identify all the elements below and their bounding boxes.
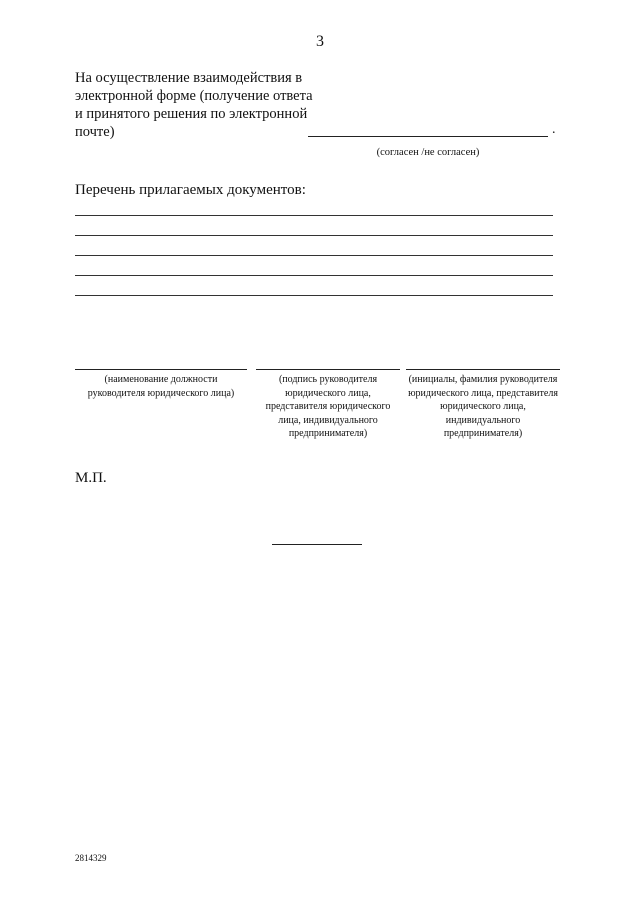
document-line-1[interactable] <box>75 215 553 216</box>
name-signature-line[interactable] <box>406 369 560 370</box>
consent-statement: На осуществление взаимодействия в электронной форме (получение ответа и принятого решения по электронной почте) <box>75 70 313 140</box>
position-caption: (наименование должности руководителя юридического лица) <box>87 374 235 399</box>
signature-line[interactable] <box>256 369 400 370</box>
page-number: 3 <box>316 33 324 50</box>
name-caption: (инициалы, фамилия руководителя юридического лица, представителя юридического лица, индивидуального предпринимателя) <box>408 374 558 439</box>
signature-caption: (подпись руководителя юридического лица, представителя юридического лица, индивидуального предпринимателя) <box>265 374 391 439</box>
stamp-label: М.П. <box>75 470 107 486</box>
consent-caption: (согласен /не согласен) <box>376 147 480 158</box>
consent-period: . <box>552 122 556 137</box>
documents-heading: Перечень прилагаемых документов: <box>75 182 306 198</box>
end-line <box>272 544 362 545</box>
document-line-4[interactable] <box>75 275 553 276</box>
position-signature-line[interactable] <box>75 369 247 370</box>
consent-answer-line[interactable] <box>308 136 548 137</box>
document-line-5[interactable] <box>75 295 553 296</box>
document-code: 2814329 <box>75 853 107 863</box>
document-line-2[interactable] <box>75 235 553 236</box>
document-line-3[interactable] <box>75 255 553 256</box>
